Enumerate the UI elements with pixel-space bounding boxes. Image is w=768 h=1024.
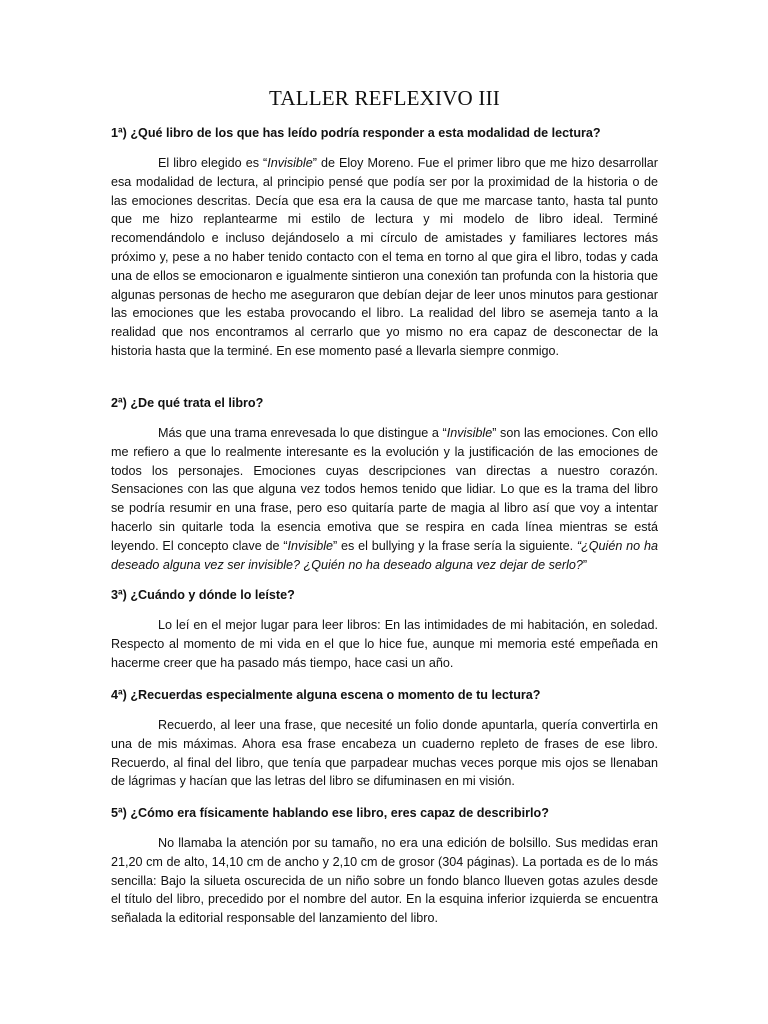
- document-title: TALLER REFLEXIVO III: [269, 86, 500, 110]
- question-5: 5ª) ¿Cómo era físicamente hablando ese libro, eres capaz de describirlo?: [111, 806, 549, 820]
- answer-2: [111, 424, 658, 574]
- question-4: 4ª) ¿Recuerdas especialmente alguna escena o momento de tu lectura?: [111, 688, 541, 702]
- answer-1: [111, 154, 658, 361]
- answer-2-part-3: ” es el bullying y la frase sería la siguiente.: [333, 538, 577, 553]
- answer-2-book-title: Invisible: [446, 426, 493, 440]
- answer-2-quote: “¿Quién no ha deseado alguna vez ser invisible? ¿Quién no ha deseado alguna vez dejar de serlo?: [111, 538, 658, 572]
- answer-4: Recuerdo, al leer una frase, que necesité un folio donde apuntarla, quería convertirla en una de mis máximas. Ahora esa frase encabeza un cuaderno repleto de frases de ese libro. Recuerdo, al final del libro, que tenía que parpadear muchas veces porque mis ojos se llenaban de lágrimas y hacían que las letras del libro se difuminasen en mi visión.: [111, 718, 658, 789]
- answer-1-book-title: Invisible: [267, 156, 313, 170]
- answer-2-part-1: Más que una trama enrevesada lo que distingue a “: [158, 426, 447, 440]
- answer-2-quote-close: ”: [582, 557, 588, 572]
- answer-5: No llamaba la atención por su tamaño, no era una edición de bolsillo. Sus medidas eran 21,20 cm de alto, 14,10 cm de ancho y 2,10 cm de grosor (304 páginas). La portada es de lo más sencilla: Bajo la silueta oscurecida de un niño sobre un fondo blanco llueven gotas azules desde el título del libro, precedido por el nombre del autor. En la esquina inferior izquierda se encuentra señalada la editorial responsable del lanzamiento del libro.: [111, 836, 658, 926]
- answer-1-part-1: El libro elegido es “: [158, 156, 268, 170]
- question-2: 2ª) ¿De qué trata el libro?: [111, 396, 264, 410]
- answer-3: Lo leí en el mejor lugar para leer libros: En las intimidades de mi habitación, en soledad. Respecto al momento de mi vida en el que lo hice fue, aunque mi memoria esté empeñada en hacerme creer que ha pasado más tiempo, hace casi un año.: [111, 618, 658, 670]
- question-1: 1ª) ¿Qué libro de los que has leído podría responder a esta modalidad de lectura?: [111, 126, 601, 140]
- answer-1-part-2: ” de Eloy Moreno. Fue el primer libro que me hizo desarrollar esa modalidad de lectura, al principio pensé que podía ser por la proximidad de la historia o de las emociones descritas. Decía que esa era la causa de que me marcase tanto, hasta tal punto que me hizo replantearme mi estilo de lectura y mi modelo de libro ideal. Terminé recomendándolo e incluso dejándoselo a mi círculo de amistades y familiares lectores más próximo y, pese a no haber tenido contacto con el tema en torno al que gira el libro, todas y cada una de ellos se emocionaron e igualmente sintieron una conexión tan profunda con la historia que algunas personas de hecho me aseguraron que debían dejar de leer unos minutos para gestionar las emociones que les estaba provocando el libro. La realidad del libro se asemeja tanto a la realidad que nos encontramos al cerrarlo que yo mismo no era capaz de desconectar de la historia hasta que la terminé. En ese momento pasé a llevarla siempre conmigo.: [111, 156, 658, 358]
- question-3: 3ª) ¿Cuándo y dónde lo leíste?: [111, 588, 295, 602]
- answer-2-part-2: ” son las emociones. Con ello me refiero a que lo realmente interesante es la evolución y la justificación de las emociones de todos los personajes. Emociones cuyas descripciones van directas a nuestro corazón. Sensaciones con las que alguna vez todos hemos tenido que lidiar. Lo que es la trama del libro se podría resumir en una frase, pero eso quitaría parte de magia al libro así que voy a intentar hacerlo sin quitarle toda la esencia emotiva que se respira en cada línea mientras se está leyendo. El concepto clave de “: [111, 426, 658, 553]
- answer-2-book-title-2: Invisible: [287, 538, 334, 553]
